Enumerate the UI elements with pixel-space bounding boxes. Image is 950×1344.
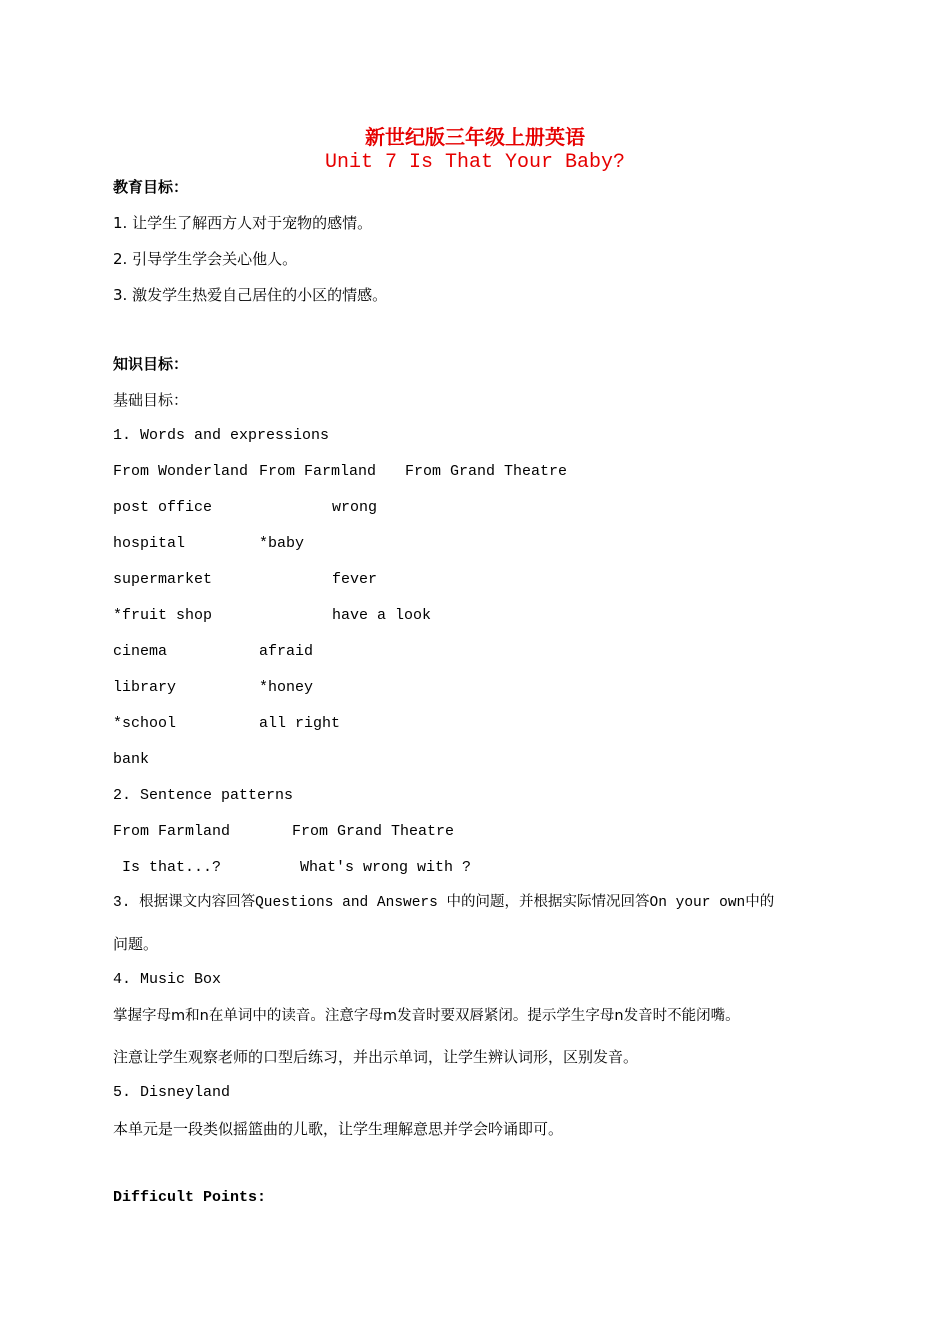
word-cell: hospital (113, 535, 186, 552)
edu-goal-item-2: 2. 引导学生学会关心他人。 (113, 250, 298, 268)
column-header-wonderland: From Wonderland (113, 463, 249, 480)
sentence-column-farmland: From Farmland (113, 823, 231, 840)
sentence-column-grand-theatre: From Grand Theatre (292, 823, 455, 840)
word-cell: supermarket (113, 571, 213, 588)
item-3-line-1: 3. 根据课文内容回答Questions and Answers 中的问题，并根据实际情况回答On your own中的 (113, 895, 775, 911)
edu-goal-item-1: 1. 让学生了解西方人对于宠物的感情。 (113, 214, 373, 232)
sentence-heading: 2. Sentence patterns (113, 787, 294, 804)
knowledge-goal-heading: 知识目标： (113, 355, 189, 373)
item-5-line-1: 本单元是一段类似摇篮曲的儿歌，让学生理解意思并学会吟诵即可。 (113, 1120, 564, 1138)
word-cell: post office (113, 499, 213, 516)
word-cell: bank (113, 751, 150, 768)
sentence-pattern: What's wrong with ? (300, 859, 472, 876)
word-cell: fever (332, 571, 378, 588)
basic-goal-label: 基础目标： (113, 391, 189, 409)
difficult-points-heading: Difficult Points: (113, 1189, 267, 1206)
item-4-line-1: 掌握字母m和n在单词中的读音。注意字母m发音时要双唇紧闭。提示学生字母n发音时不能闭嘴。 (113, 1008, 740, 1024)
column-header-farmland: From Farmland (259, 463, 377, 480)
item-3-line-2: 问题。 (113, 935, 159, 953)
word-cell: afraid (259, 643, 314, 660)
word-cell: *school (113, 715, 177, 732)
document-title-cn: 新世纪版三年级上册英语 (365, 125, 585, 149)
edu-goal-item-3: 3. 激发学生热爱自己居住的小区的情感。 (113, 286, 388, 304)
document-title-en: Unit 7 Is That Your Baby? (324, 151, 626, 174)
word-cell: all right (259, 715, 341, 732)
words-heading: 1. Words and expressions (113, 427, 330, 444)
word-cell: cinema (113, 643, 168, 660)
item-4-heading: 4. Music Box (113, 971, 222, 988)
word-cell: *honey (259, 679, 314, 696)
word-cell: library (113, 679, 177, 696)
word-cell: *fruit shop (113, 607, 213, 624)
edu-goal-heading: 教育目标： (113, 178, 189, 196)
sentence-pattern: Is that...? (122, 859, 222, 876)
item-5-heading: 5. Disneyland (113, 1084, 231, 1101)
column-header-grand-theatre: From Grand Theatre (405, 463, 568, 480)
item-4-line-2: 注意让学生观察老师的口型后练习，并出示单词，让学生辨认词形，区别发音。 (113, 1048, 639, 1066)
word-cell: *baby (259, 535, 305, 552)
word-cell: wrong (332, 499, 378, 516)
word-cell: have a look (332, 607, 432, 624)
